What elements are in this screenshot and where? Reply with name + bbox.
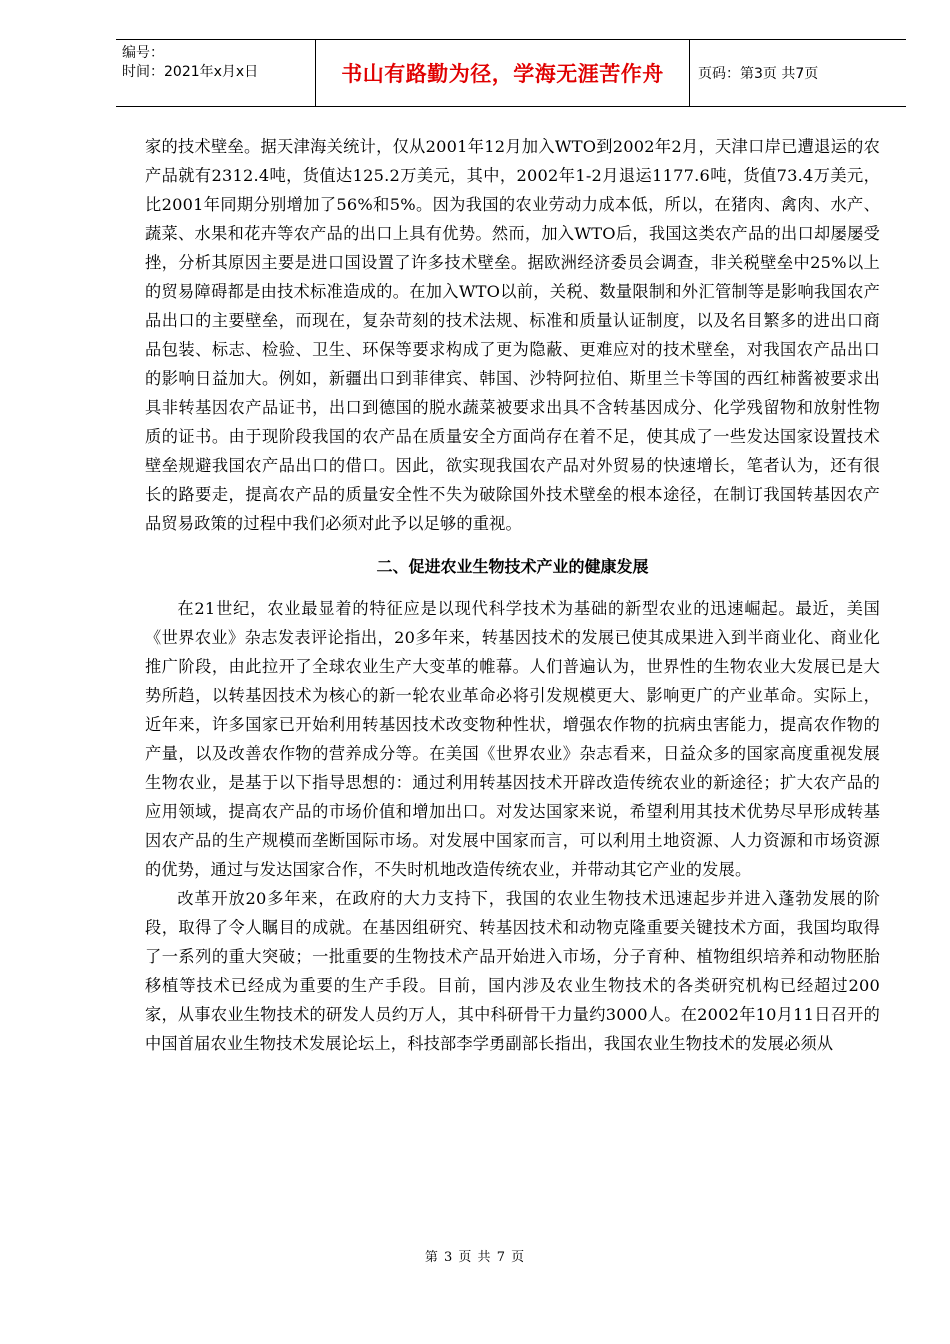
header-page-info: 页码：第3页 共7页 bbox=[698, 66, 819, 82]
page-footer bbox=[0, 1246, 950, 1265]
document-body bbox=[145, 132, 880, 1058]
body-paragraph: 在21世纪，农业最显着的特征应是以现代科学技术为基础的新型农业的迅速崛起。最近，美国《世界农业》杂志发表评论指出，20多年来，转基因技术的发展已使其成果进入到半商业化、商业化推广阶段，由此拉开了全球农业生产大变革的帷幕。人们普遍认为，世界性的生物农业大发展已是大势所趋，以转基因技术为核心的新一轮农业革命必将引发规模更大、影响更广的产业革命。实际上，近年来，许多国家已开始利用转基因技术改变物种性状，增强农作物的抗病虫害能力，提高农作物的产量，以及改善农作物的营养成分等。在美国《世界农业》杂志看来，日益众多的国家高度重视发展生物农业，是基于以下指导思想的：通过利用转基因技术开辟改造传统农业的新途径；扩大农产品的应用领域，提高农产品的市场价值和增加出口。对发达国家来说，希望利用其技术优势尽早形成转基因农产品的生产规模而垄断国际市场。对发展中国家而言，可以利用土地资源、人力资源和市场资源的优势，通过与发达国家合作，不失时机地改造传统农业，并带动其它产业的发展。 bbox=[145, 599, 880, 879]
footer-page-number: 第 3 页 共 7 页 bbox=[424, 1250, 526, 1265]
section-heading: 二、促进农业生物技术产业的健康发展 bbox=[376, 557, 649, 576]
header-motto: 书山有路勤为径，学海无涯苦作舟 bbox=[341, 62, 664, 86]
header-motto-cell bbox=[316, 40, 690, 106]
body-paragraph: 改革开放20多年来，在政府的大力支持下，我国的农业生物技术迅速起步并进入蓬勃发展的阶段，取得了令人瞩目的成就。在基因组研究、转基因技术和动物克隆重要关键技术方面，我国均取得了一系列的重大突破；一批重要的生物技术产品开始进入市场，分子育种、植物组织培养和动物胚胎移植等技术已经成为重要的生产手段。目前，国内涉及农业生物技术的各类研究机构已经超过200家，从事农业生物技术的研发人员约万人，其中科研骨干力量约3000人。在2002年10月11日召开的中国首届农业生物技术发展论坛上，科技部李学勇副部长指出，我国农业生物技术的发展必须从 bbox=[145, 889, 880, 1053]
document-number-label: 编号： bbox=[122, 45, 164, 61]
document-time-label: 时间：2021年x月x日 bbox=[122, 64, 259, 80]
document-header bbox=[116, 39, 906, 107]
header-meta-cell bbox=[116, 40, 316, 106]
header-page-cell bbox=[690, 40, 906, 106]
body-paragraph: 家的技术壁垒。据天津海关统计，仅从2001年12月加入WTO到2002年2月，天津口岸已遭退运的农产品就有2312.4吨，货值达125.2万美元，其中，2002年1-2月退运1177.6吨，货值73.4万美元，比2001年同期分别增加了56%和5%。因为我国的农业劳动力成本低，所以，在猪肉、禽肉、水产、蔬菜、水果和花卉等农产品的出口上具有优势。然而，加入WTO后，我国这类农产品的出口却屡屡受挫，分析其原因主要是进口国设置了许多技术壁垒。据欧洲经济委员会调查，非关税壁垒中25%以上的贸易障碍都是由技术标准造成的。在加入WTO以前，关税、数量限制和外汇管制等是影响我国农产品出口的主要壁垒，而现在，复杂苛刻的技术法规、标准和质量认证制度，以及名目繁多的进出口商品包装、标志、检验、卫生、环保等要求构成了更为隐蔽、更难应对的技术壁垒，对我国农产品出口的影响日益加大。例如，新疆出口到菲律宾、韩国、沙特阿拉伯、斯里兰卡等国的西红柿酱被要求出具非转基因农产品证书，出口到德国的脱水蔬菜被要求出具不含转基因成分、化学残留物和放射性物质的证书。由于现阶段我国的农产品在质量安全方面尚存在着不足，使其成了一些发达国家设置技术壁垒规避我国农产品出口的借口。因此，欲实现我国农产品对外贸易的快速增长，笔者认为，还有很长的路要走，提高农产品的质量安全性不失为破除国外技术壁垒的根本途径，在制订我国转基因农产品贸易政策的过程中我们必须对此予以足够的重视。 bbox=[145, 137, 880, 533]
